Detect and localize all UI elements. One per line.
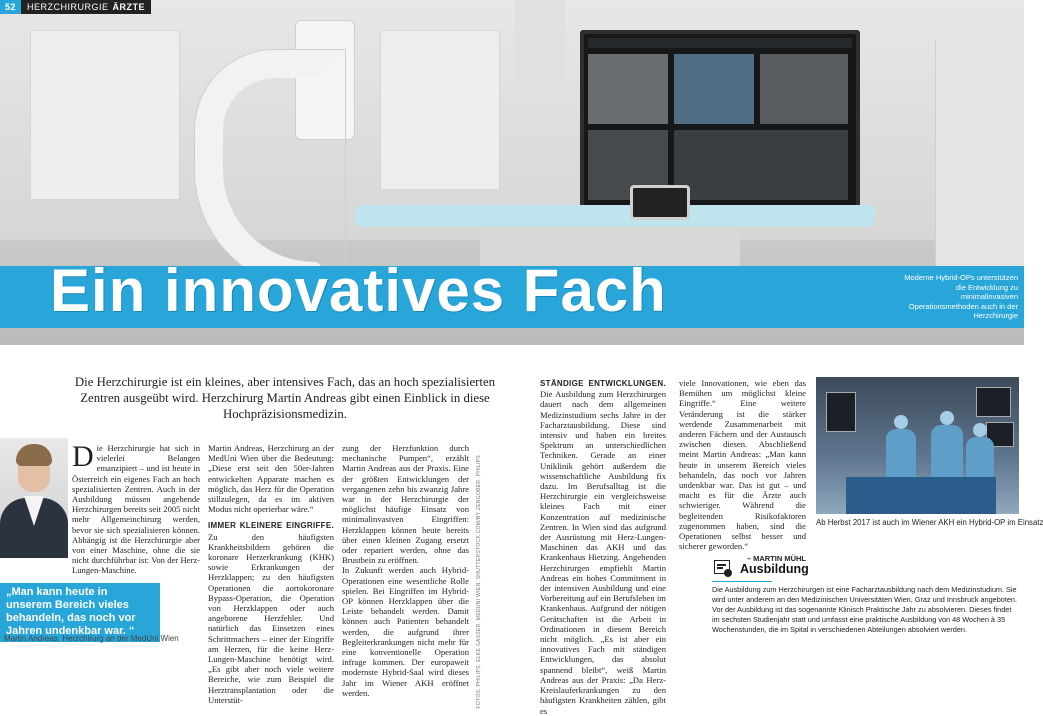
- paragraph: zung der Herzfunktion durch mechanische Pumpen“, erzählt Martin Andreas aus der Praxis. Eine der größten Entwicklungen der vergangenen zehn bis zwanzig Jahre war in der Herzchirurgie der möglichst häufige Einsatz von minimalinvasiven Eingriffen: Herzklappen können heute bereits über einen kleinen Zugang ersetzt oder repariert werden, ohne das Brustbein zu eröffnen.: [342, 443, 469, 566]
- article-column-3: [342, 443, 469, 698]
- certificate-icon: [712, 560, 734, 578]
- subheading: STÄNDIGE ENTWICKLUNGEN.: [540, 379, 666, 388]
- paragraph: [540, 378, 666, 716]
- info-box-text: Die Ausbildung zum Herzchirurgen ist eine Facharztausbildung nach dem Medizinstudium. Sie wird unter anderem an den Medizinischen Universitäten Wien, Graz und Innsbruck angeboten. Vor der Ausbildung ist das sogenannte Klinisch Praktische Jahr zu absolvieren. Dieses findet im sechsten Studienjahr statt und umfasst eine praktische Ausbildung von 48 Wochen à 35 Wochenstunden, die im Spital in verschiedenen Abteilungen absolviert werden.: [712, 585, 1018, 634]
- paragraph: ie Herzchirurgie hat sich in vielerlei Belangen emanzipiert – und ist heute in Österreich ein eigenes Fach an hoch spezialisierten Zentren. Auch in der Ausbildung müssen angehende Herzchirurgen bereits seit 2005 nicht mehr Allgemeinchirurg werden, bevor sie sich spezialisieren können. Abhängig ist die Herzchirurgie aber von einer Maschine, ohne die sie nicht durchführbar ist: Von der Herz-Lungen-Maschine.: [72, 443, 200, 576]
- hero-caption: Moderne Hybrid-OPs unterstützen die Entwicklung zu minimalinvasiven Operationsmethoden auch in der Herzchirurgie: [904, 273, 1018, 320]
- surgery-photo: [816, 377, 1019, 514]
- paragraph-text: Zu den häufigsten Krankheitsbildern gehören die koronare Herzerkrankung (KHK) sowie Erkrankungen der Herzklappen; zu den häufigsten Operationen die aortokoronare Bypass-Operation, die Operation von Herzklappen oder auch angeborene Herzfehler. Und natürlich das Einsetzen eines Schrittmachers – einer der Eingriffe am Herzen, für die keine Herz-Lungen-Maschine benötigt wird. „Es gibt aber noch viele weitere Bereiche, wie zum Beispiel die Herztransplantation oder die Unterstüt-: [208, 531, 334, 705]
- pull-quote: „Man kann heute in unserem Bereich vieles behandeln, das noch vor Jahren undenkbar war. “: [0, 583, 160, 642]
- info-box: [712, 560, 1017, 635]
- wall-panel: [30, 30, 180, 200]
- monitor-screen: [580, 30, 860, 210]
- article-column-2: [208, 443, 334, 705]
- hero-image: [0, 0, 1024, 345]
- author-signature: – MARTIN MÜHL: [746, 554, 806, 564]
- lead-paragraph: Die Herzchirurgie ist ein kleines, aber intensives Fach, das an hoch spezialisierten Zentren ausgeübt wird. Herzchirurg Martin Andreas gibt einen Einblick in diese Hochpräzisionsmedizin.: [74, 375, 496, 421]
- section-label: [21, 0, 151, 14]
- section-name: HERZCHIRURGIE: [27, 2, 109, 12]
- subheading: IMMER KLEINERE EINGRIFFE.: [208, 521, 334, 531]
- photo-caption: Ab Herbst 2017 ist auch im Wiener AKH ein Hybrid-OP im Einsatz: [816, 518, 1043, 527]
- photo-credit: FOTOS: PHILIPS, ELKE GASSER, MEDUNI WIEN, SHUTTERSTOCK.COM/BY ZENGOBER, PHILIPS: [476, 455, 482, 709]
- article-column-5: [679, 378, 806, 565]
- info-box-header: [712, 560, 1017, 578]
- cabinet: [935, 40, 1024, 300]
- wall-panel: [380, 30, 500, 190]
- operating-table: [354, 205, 876, 227]
- control-panel: [630, 185, 690, 220]
- paragraph: [208, 520, 334, 705]
- info-box-title: Ausbildung: [740, 562, 809, 576]
- paragraph: Martin Andreas, Herzchirurg an der MedUni Wien über die Bedeutung: „Diese erst seit den 50er-Jahren entwickelten Apparate machen es möglich, das Herz für die Operation stillzulegen, da es im aktiven Modus nicht operierbar wäre.“: [208, 443, 334, 515]
- paragraph-text: Die Ausbildung zum Herzchirurgen dauert nach dem allgemeinen Medizinstudium sechs Jahre in der Facharztausbildung. Diese sind intensiv und haben ein breites Spektrum an unterschiedlichen Techniken. Gerade an einer Uniklinik gehört außerdem die wissenschaftliche Ausbildung fix dazu. Im Berufsalltag ist die Herzchirurgie ein vergleichsweise kleines Fach mit einer Konzentration auf medizinische Zentren. In Wien sind das aufgrund der Ausrüstung mit Herz-Lungen-Maschinen das AKH und das Krankenhaus Hietzing. Angehenden Herzchirurgen empfiehlt Martin Andreas ein hohes Commitment in der intensiven Ausbildung und eine Vorbereitung auf ein Berufsleben im Krankenhaus. Aufgrund der nötigen Gerätschaften ist die Arbeit in Ordinationen in diesem Bereich nicht möglich. „Es ist aber ein innovatives Fach mit ständigen Entwicklungen, das absolut spannend bleibt“, weiß Martin Andreas aus der Praxis: „Da Herz-Kreislauferkrankungen zu den häufigsten Krankheiten zählen, gibt es: [540, 389, 666, 716]
- article-column-1: [72, 440, 200, 576]
- drop-cap: D: [72, 440, 94, 473]
- ceiling-column: [515, 0, 565, 80]
- page-header: [0, 0, 151, 14]
- article-column-4: [540, 378, 666, 716]
- page-number: 52: [0, 0, 21, 14]
- category-label: ÄRZTE: [112, 2, 146, 12]
- divider: [712, 581, 772, 582]
- paragraph: In Zukunft werden auch Hybrid-Operationen eine wesentliche Rolle spielen. Bei Eingriffen im Hybrid-OP können Herzklappen über die Leiste behandelt werden. Damit können auch Patienten behandelt werden, die aufgrund ihrer Begleiterkrankungen nicht mehr für eine konventionelle Operation infrage kommen. Der europaweit modernste Hybrid-Saal wird dieses Jahr im Wiener AKH eröffnet werden.: [342, 565, 469, 698]
- headline: Ein innovatives Fach: [50, 257, 667, 324]
- paragraph: viele Innovationen, wie eben das Bemühen um möglichst kleine Eingriffe.“ Eine weitere Veränderung ist die stärker werdende Zusammenarbeit mit anderen Fächern und der Austausch zwischen diesen. Abschließend meint Martin Andreas: „Man kann heute in unserem Bereich vieles behandeln, das noch vor Jahren undenkbar war. Das ist gut – und macht es für die Ärzte auch schwieriger. Während die begleitenden Risikofaktoren zugenommen haben, sind die Operationen selbst besser und sicherer geworden.“: [679, 378, 806, 552]
- quote-author: Martin Andreas, Herzchirurg an der MedUni Wien: [4, 634, 179, 643]
- author-portrait: [0, 438, 68, 556]
